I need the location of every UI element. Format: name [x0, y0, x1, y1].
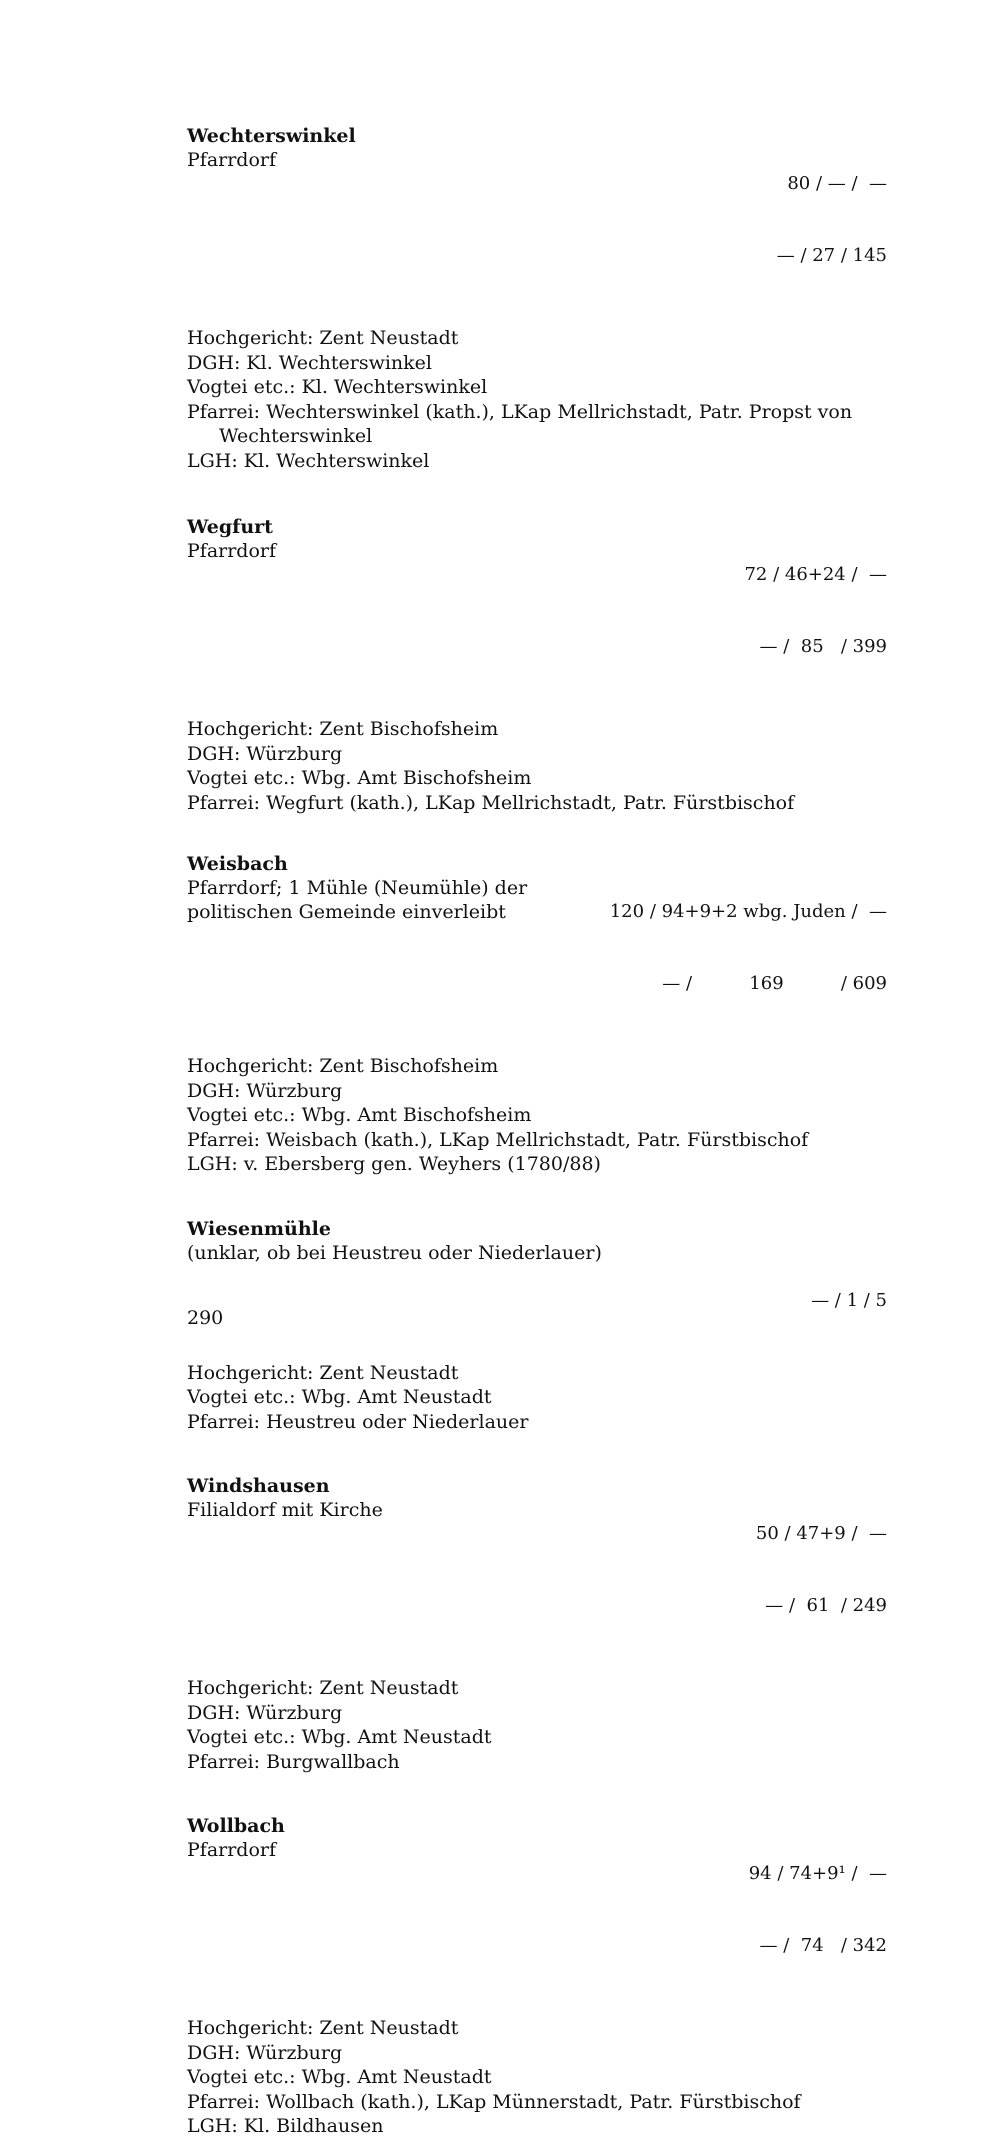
entry-wegfurt [187, 515, 887, 815]
entry-type: Pfarrdorf [187, 540, 277, 562]
entry-header [187, 1474, 887, 1666]
stats-line-1: — / 1 / 5 [811, 1289, 887, 1311]
entry-windshausen [187, 1474, 887, 1774]
detail-line: Pfarrei: Wegfurt (kath.), LKap Mellrichstadt, Patr. Fürstbischof [187, 791, 795, 814]
entry-details [187, 2016, 887, 2139]
detail-line: DGH: Würzburg [187, 742, 343, 765]
entry-details [187, 1054, 887, 1177]
detail-line: Hochgericht: Zent Bischofsheim [187, 718, 499, 740]
document-page [187, 124, 887, 2139]
entry-details [187, 717, 887, 815]
entry-stats [777, 124, 887, 316]
entry-wiesenmuehle [187, 1217, 887, 1435]
entry-title: Wegfurt [187, 516, 273, 538]
detail-line: DGH: Würzburg [187, 1701, 343, 1724]
entry-title: Windshausen [187, 1475, 330, 1497]
stats-line-2: — / 85 / 399 [759, 636, 887, 657]
entry-header [187, 1814, 887, 2006]
entry-header [187, 515, 887, 707]
detail-line: DGH: Kl. Wechterswinkel [187, 351, 432, 374]
entry-header [187, 124, 887, 316]
detail-line: DGH: Würzburg [187, 1079, 343, 1102]
entry-title: Wechterswinkel [187, 125, 356, 147]
entry-stats [749, 1814, 887, 2006]
detail-line: Hochgericht: Zent Bischofsheim [187, 1055, 499, 1077]
entry-title: Wollbach [187, 1815, 285, 1837]
detail-line: Vogtei etc.: Wbg. Amt Neustadt [187, 1726, 492, 1748]
detail-line: Hochgericht: Zent Neustadt [187, 327, 459, 349]
entry-stats [610, 852, 887, 1044]
detail-line: Vogtei etc.: Wbg. Amt Bischofsheim [187, 767, 532, 789]
entry-type-continued: politischen Gemeinde einverleibt [187, 901, 506, 923]
entry-details [187, 326, 887, 473]
entry-type: Filialdorf mit Kirche [187, 1499, 383, 1521]
detail-line: Vogtei etc.: Wbg. Amt Bischofsheim [187, 1104, 532, 1126]
stats-line-2: — / 27 / 145 [776, 245, 887, 266]
entry-details [187, 1676, 887, 1774]
detail-line-continued: Wechterswinkel [219, 425, 373, 447]
detail-line: LGH: Kl. Wechterswinkel [187, 449, 430, 472]
detail-line: DGH: Würzburg [187, 2041, 343, 2064]
detail-line: Vogtei etc.: Wbg. Amt Neustadt [187, 1386, 492, 1408]
detail-line: Pfarrei: Weisbach (kath.), LKap Mellrichstadt, Patr. Fürstbischof [187, 1128, 809, 1151]
entry-type: Pfarrdorf [187, 149, 277, 171]
stats-line-2: — / 61 / 249 [765, 1595, 887, 1616]
entry-stats [744, 515, 887, 707]
stats-line-1: 80 / — / — [787, 173, 887, 194]
stats-line-1: 94 / 74+9¹ / — [748, 1863, 887, 1884]
detail-line: Pfarrei: Wechterswinkel (kath.), LKap Mellrichstadt, Patr. Propst von [187, 400, 853, 423]
detail-line: Pfarrei: Wollbach (kath.), LKap Münnerstadt, Patr. Fürstbischof [187, 2090, 801, 2113]
detail-line: Hochgericht: Zent Neustadt [187, 1361, 459, 1384]
entry-header [187, 1241, 887, 1361]
entry-details [187, 1361, 887, 1435]
entry-wollbach [187, 1814, 887, 2139]
detail-line: Vogtei etc.: Kl. Wechterswinkel [187, 376, 488, 398]
stats-line-2: — / 169 / 609 [662, 973, 887, 994]
detail-line: Hochgericht: Zent Neustadt [187, 1677, 459, 1699]
stats-line-1: 50 / 47+9 / — [755, 1523, 887, 1544]
detail-line: Pfarrei: Heustreu oder Niederlauer [187, 1410, 529, 1433]
entry-stats [811, 1241, 887, 1361]
entry-stats [756, 1474, 887, 1666]
entry-weisbach [187, 852, 887, 1177]
entry-header [187, 852, 887, 1044]
entry-type: Pfarrdorf [187, 1839, 277, 1861]
entry-type: Pfarrdorf; 1 Mühle (Neumühle) der [187, 877, 528, 899]
detail-line: Vogtei etc.: Wbg. Amt Neustadt [187, 2066, 492, 2088]
detail-line: LGH: v. Ebersberg gen. Weyhers (1780/88) [187, 1153, 601, 1175]
page-number: 290 [187, 1307, 224, 1329]
detail-line: Hochgericht: Zent Neustadt [187, 2017, 459, 2039]
entry-type: (unklar, ob bei Heustreu oder Niederlauer) [187, 1241, 602, 1264]
stats-line-1: 72 / 46+24 / — [744, 564, 887, 585]
detail-line: LGH: Kl. Bildhausen [187, 2115, 384, 2137]
entry-title: Wiesenmühle [187, 1217, 331, 1240]
entry-title: Weisbach [187, 853, 288, 875]
stats-line-1: 120 / 94+9+2 wbg. Juden / — [609, 901, 887, 922]
stats-line-2: — / 74 / 342 [759, 1935, 887, 1956]
detail-line: Pfarrei: Burgwallbach [187, 1750, 400, 1773]
entry-wechterswinkel [187, 124, 887, 473]
